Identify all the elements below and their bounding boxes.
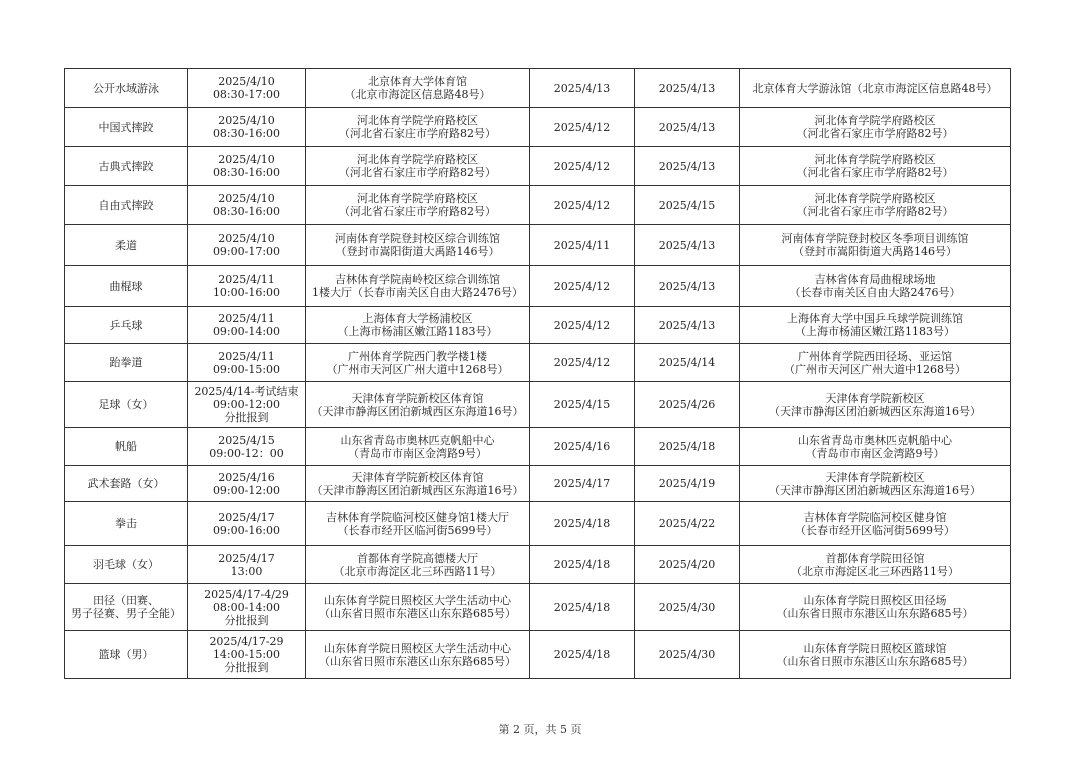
table-row [65,69,1011,108]
cell-event [65,584,188,631]
cell-text-line: （山东省日照市东港区山东东路685号） [319,607,516,620]
cell-event [65,382,188,428]
cell-text-line: 09:00-17:00 [212,245,281,258]
cell-text-line: 天津体育学院新校区 [825,470,925,484]
cell-report-time [188,186,306,225]
cell-report-time [188,108,306,147]
cell-text-line: 乒乓球 [109,318,143,332]
cell-test-end: 2025/4/15 [635,186,740,225]
cell-test-start: 2025/4/12 [530,108,635,147]
table-row [65,382,1011,428]
cell-text-line: 河北体育学院学府路校区 [814,114,936,127]
cell-text-line: 帆船 [115,440,137,453]
table-row [65,108,1011,147]
cell-text-line: 柔道 [115,238,137,252]
cell-test-end: 2025/4/19 [635,466,740,502]
cell-text-line: 山东省青岛市奥林匹克帆船中心 [340,433,495,447]
cell-text-line: 分批报到 [224,661,269,674]
cell-text-line: 2025/4/17-29 [209,635,284,648]
cell-text-line: （河北省石家庄市学府路82号） [796,127,954,140]
cell-test-end: 2025/4/13 [635,266,740,307]
cell-text-line: 自由式摔跤 [98,198,154,212]
cell-text-line: 河北体育学院学府路校区 [357,153,478,166]
cell-test-start: 2025/4/12 [530,344,635,382]
cell-report-time [188,631,306,679]
cell-report-venue [306,186,530,225]
cell-test-start: 2025/4/12 [530,266,635,307]
cell-text-line: 天津体育学院新校区体育馆 [351,470,484,484]
cell-test-venue [740,108,1011,147]
cell-text-line: 跆拳道 [109,356,143,369]
cell-report-venue [306,428,530,466]
cell-text-line: （广州市天河区广州大道中1268号） [784,362,966,376]
table-row [65,307,1011,344]
cell-text-line: （长春市南关区自由大路2476号） [789,286,961,299]
cell-test-venue [740,266,1011,307]
cell-text-line: 山东体育学院日照校区田径场 [803,594,947,607]
table-row [65,225,1011,266]
cell-report-time [188,584,306,631]
table-row [65,466,1011,502]
cell-report-venue [306,382,530,428]
cell-event [65,546,188,584]
cell-report-time [188,344,306,382]
cell-text-line: 2025/4/15 [218,433,275,447]
cell-text-line: 09:00-16:00 [212,523,281,537]
cell-event [65,186,188,225]
cell-event [65,502,188,546]
cell-text-line: 2025/4/17 [218,551,275,565]
cell-text-line: （长春市经开区临河街5699号） [795,523,955,537]
table-row [65,584,1011,631]
cell-text-line: 上海体育大学中国乒乓球学院训练馆 [787,312,963,325]
cell-report-venue [306,147,530,186]
cell-text-line: 天津体育学院新校区体育馆 [351,391,484,405]
cell-text-line: 08:30-16:00 [212,127,281,140]
cell-text-line: 分批报到 [224,613,269,627]
cell-text-line: （登封市嵩阳街道大禹路146号） [335,245,500,258]
cell-text-line: 山东体育学院日照校区篮球馆 [803,641,947,655]
table-row [65,428,1011,466]
cell-event [65,225,188,266]
cell-test-venue [740,307,1011,344]
cell-test-start: 2025/4/12 [530,186,635,225]
cell-test-end: 2025/4/13 [635,108,740,147]
cell-text-line: 北京体育大学游泳馆（北京市海淀区信息路48号） [752,81,998,95]
cell-text-line: 古典式摔跤 [98,159,154,173]
cell-text-line: （青岛市市南区金湾路9号） [348,446,487,460]
cell-report-time [188,382,306,428]
cell-report-venue [306,108,530,147]
cell-text-line: 13:00 [230,564,263,578]
cell-test-end: 2025/4/13 [635,225,740,266]
cell-test-start: 2025/4/16 [530,428,635,466]
cell-text-line: （山东省日照市东港区山东东路685号） [776,607,974,620]
cell-text-line: 男子径赛、男子全能） [71,607,181,620]
cell-event [65,428,188,466]
cell-text-line: 山东体育学院日照校区大学生活动中心 [324,594,511,607]
cell-text-line: 吉林省体育局曲棍球场地 [814,273,936,286]
cell-text-line: 2025/4/11 [218,312,275,325]
cell-test-venue [740,502,1011,546]
cell-text-line: （河北省石家庄市学府路82号） [796,205,954,218]
cell-text-line: （长春市经开区临河街5699号） [337,523,498,537]
cell-text-line: 河南体育学院登封校区冬季项目训练馆 [781,232,969,245]
cell-report-time [188,502,306,546]
cell-text-line: 田径（田赛、 [93,594,159,607]
cell-text-line: 河南体育学院登封校区综合训练馆 [335,232,500,245]
table-row [65,344,1011,382]
cell-test-venue [740,631,1011,679]
cell-text-line: 中国式摔跤 [98,120,154,134]
cell-text-line: （北京市海淀区北三环西路11号） [791,564,959,578]
cell-text-line: 山东省青岛市奥林匹克帆船中心 [798,433,952,447]
cell-text-line: （河北省石家庄市学府路82号） [339,166,496,179]
cell-test-venue [740,344,1011,382]
page-number-footer: 第 2 页，共 5 页 [498,723,582,736]
cell-report-time [188,466,306,502]
cell-test-venue [740,225,1011,266]
cell-text-line: 08:00-14:00 [212,600,281,614]
cell-text-line: 2025/4/10 [218,192,275,205]
cell-test-start: 2025/4/17 [530,466,635,502]
cell-text-line: 08:30-17:00 [212,88,281,101]
cell-test-venue [740,546,1011,584]
cell-text-line: （北京市海淀区北三环西路11号） [333,564,502,578]
cell-text-line: 2025/4/10 [218,232,275,245]
table-row [65,546,1011,584]
cell-test-venue [740,69,1011,108]
cell-report-venue [306,307,530,344]
cell-test-venue [740,466,1011,502]
cell-text-line: （河北省石家庄市学府路82号） [796,166,954,179]
cell-test-end: 2025/4/30 [635,631,740,679]
cell-text-line: 2025/4/11 [218,273,275,286]
cell-text-line: 首都体育学院高德楼大厅 [357,551,478,565]
cell-text-line: 篮球（男） [98,648,154,661]
cell-test-start: 2025/4/15 [530,382,635,428]
cell-text-line: （河北省石家庄市学府路82号） [339,205,496,218]
cell-report-time [188,307,306,344]
cell-text-line: （山东省日照市东港区山东东路685号） [319,654,516,668]
cell-text-line: 北京体育大学体育馆 [368,75,467,88]
cell-test-end: 2025/4/13 [635,147,740,186]
cell-test-venue [740,382,1011,428]
cell-text-line: 2025/4/16 [218,470,275,484]
cell-test-start: 2025/4/13 [530,69,635,108]
cell-report-venue [306,584,530,631]
table-row [65,186,1011,225]
cell-report-venue [306,69,530,108]
cell-text-line: 2025/4/14-考试结束 [194,385,299,398]
cell-text-line: （广州市天河区广州大道中1268号） [326,362,509,376]
cell-text-line: 09:00-12:00 [212,398,281,411]
cell-text-line: 09:00-14:00 [212,325,281,338]
cell-report-time [188,225,306,266]
cell-test-venue [740,186,1011,225]
cell-report-time [188,546,306,584]
cell-report-venue [306,225,530,266]
table-row [65,502,1011,546]
cell-text-line: 分批报到 [224,411,269,424]
cell-text-line: 14:00-15:00 [212,648,281,661]
cell-text-line: 河北体育学院学府路校区 [357,114,478,127]
cell-text-line: 吉林体育学院南岭校区综合训练馆 [335,273,500,286]
cell-text-line: （北京市海淀区信息路48号） [344,88,491,101]
cell-text-line: 1楼大厅（长春市南关区自由大路2476号） [312,286,523,299]
table-body [65,69,1011,679]
cell-event [65,108,188,147]
cell-text-line: （天津市静海区团泊新城西区东海道16号） [769,404,981,418]
cell-text-line: 河北体育学院学府路校区 [814,153,936,166]
cell-text-line: （天津市静海区团泊新城西区东海道16号） [311,404,524,418]
cell-event [65,266,188,307]
cell-event [65,69,188,108]
cell-text-line: （青岛市市南区金湾路9号） [805,446,945,460]
cell-test-start: 2025/4/18 [530,584,635,631]
cell-test-end: 2025/4/22 [635,502,740,546]
cell-text-line: 河北体育学院学府路校区 [357,192,478,205]
cell-text-line: （登封市嵩阳街道大禹路146号） [793,245,957,258]
table-row [65,147,1011,186]
cell-text-line: 09:00-12:00 [212,483,281,497]
exam-schedule-table [64,68,1011,679]
cell-test-start: 2025/4/18 [530,502,635,546]
cell-text-line: 上海体育大学杨浦校区 [362,312,473,325]
cell-text-line: 2025/4/17-4/29 [204,587,289,601]
cell-test-end: 2025/4/20 [635,546,740,584]
cell-event [65,147,188,186]
cell-text-line: 曲棍球 [109,279,143,293]
cell-text-line: 武术套路（女） [87,477,165,490]
cell-report-venue [306,502,530,546]
cell-text-line: 羽毛球（女） [93,558,159,571]
cell-text-line: 10:00-16:00 [212,286,281,299]
cell-report-venue [306,266,530,307]
cell-text-line: 吉林体育学院临河校区健身馆 [803,510,947,524]
cell-text-line: 2025/4/10 [218,114,275,127]
cell-report-time [188,69,306,108]
cell-event [65,466,188,502]
cell-text-line: 2025/4/11 [218,349,275,363]
cell-text-line: 广州体育学院西田径场、亚运馆 [798,349,952,363]
cell-test-venue [740,428,1011,466]
cell-report-venue [306,344,530,382]
cell-test-end: 2025/4/18 [635,428,740,466]
cell-test-end: 2025/4/14 [635,344,740,382]
cell-text-line: 山东体育学院日照校区大学生活动中心 [324,641,511,655]
cell-text-line: （天津市静海区团泊新城西区东海道16号） [769,483,981,497]
table-row [65,631,1011,679]
cell-test-end: 2025/4/26 [635,382,740,428]
cell-test-start: 2025/4/12 [530,147,635,186]
cell-report-time [188,266,306,307]
cell-text-line: 08:30-16:00 [212,205,281,218]
cell-text-line: 足球（女） [98,398,154,411]
cell-text-line: 广州体育学院西门教学楼1楼 [348,349,487,363]
cell-text-line: （天津市静海区团泊新城西区东海道16号） [311,483,524,497]
cell-test-start: 2025/4/18 [530,546,635,584]
cell-text-line: 拳击 [115,517,137,530]
cell-text-line: 天津体育学院新校区 [825,391,925,405]
cell-text-line: 首都体育学院田径馆 [825,551,925,565]
table-row [65,266,1011,307]
cell-text-line: （河北省石家庄市学府路82号） [339,127,496,140]
cell-test-end: 2025/4/13 [635,307,740,344]
cell-test-start: 2025/4/18 [530,631,635,679]
cell-text-line: （山东省日照市东港区山东东路685号） [776,654,974,668]
cell-test-start: 2025/4/12 [530,307,635,344]
cell-test-end: 2025/4/30 [635,584,740,631]
cell-text-line: 吉林体育学院临河校区健身馆1楼大厅 [326,510,509,524]
cell-text-line: 2025/4/17 [218,510,275,524]
cell-report-time [188,147,306,186]
cell-event [65,344,188,382]
cell-event [65,307,188,344]
cell-test-start: 2025/4/11 [530,225,635,266]
cell-test-venue [740,147,1011,186]
cell-test-end: 2025/4/13 [635,69,740,108]
cell-event [65,631,188,679]
cell-report-venue [306,546,530,584]
cell-text-line: 公开水域游泳 [93,81,159,95]
cell-report-venue [306,466,530,502]
cell-text-line: （上海市杨浦区嫩江路1183号） [337,325,498,338]
cell-report-venue [306,631,530,679]
cell-text-line: （上海市杨浦区嫩江路1183号） [795,325,955,338]
cell-report-time [188,428,306,466]
cell-text-line: 2025/4/10 [218,75,275,88]
cell-text-line: 河北体育学院学府路校区 [814,192,936,205]
cell-text-line: 08:30-16:00 [212,166,281,179]
cell-test-venue [740,584,1011,631]
cell-text-line: 2025/4/10 [218,153,275,166]
cell-text-line: 09:00-12：00 [209,446,284,460]
cell-text-line: 09:00-15:00 [212,362,281,376]
